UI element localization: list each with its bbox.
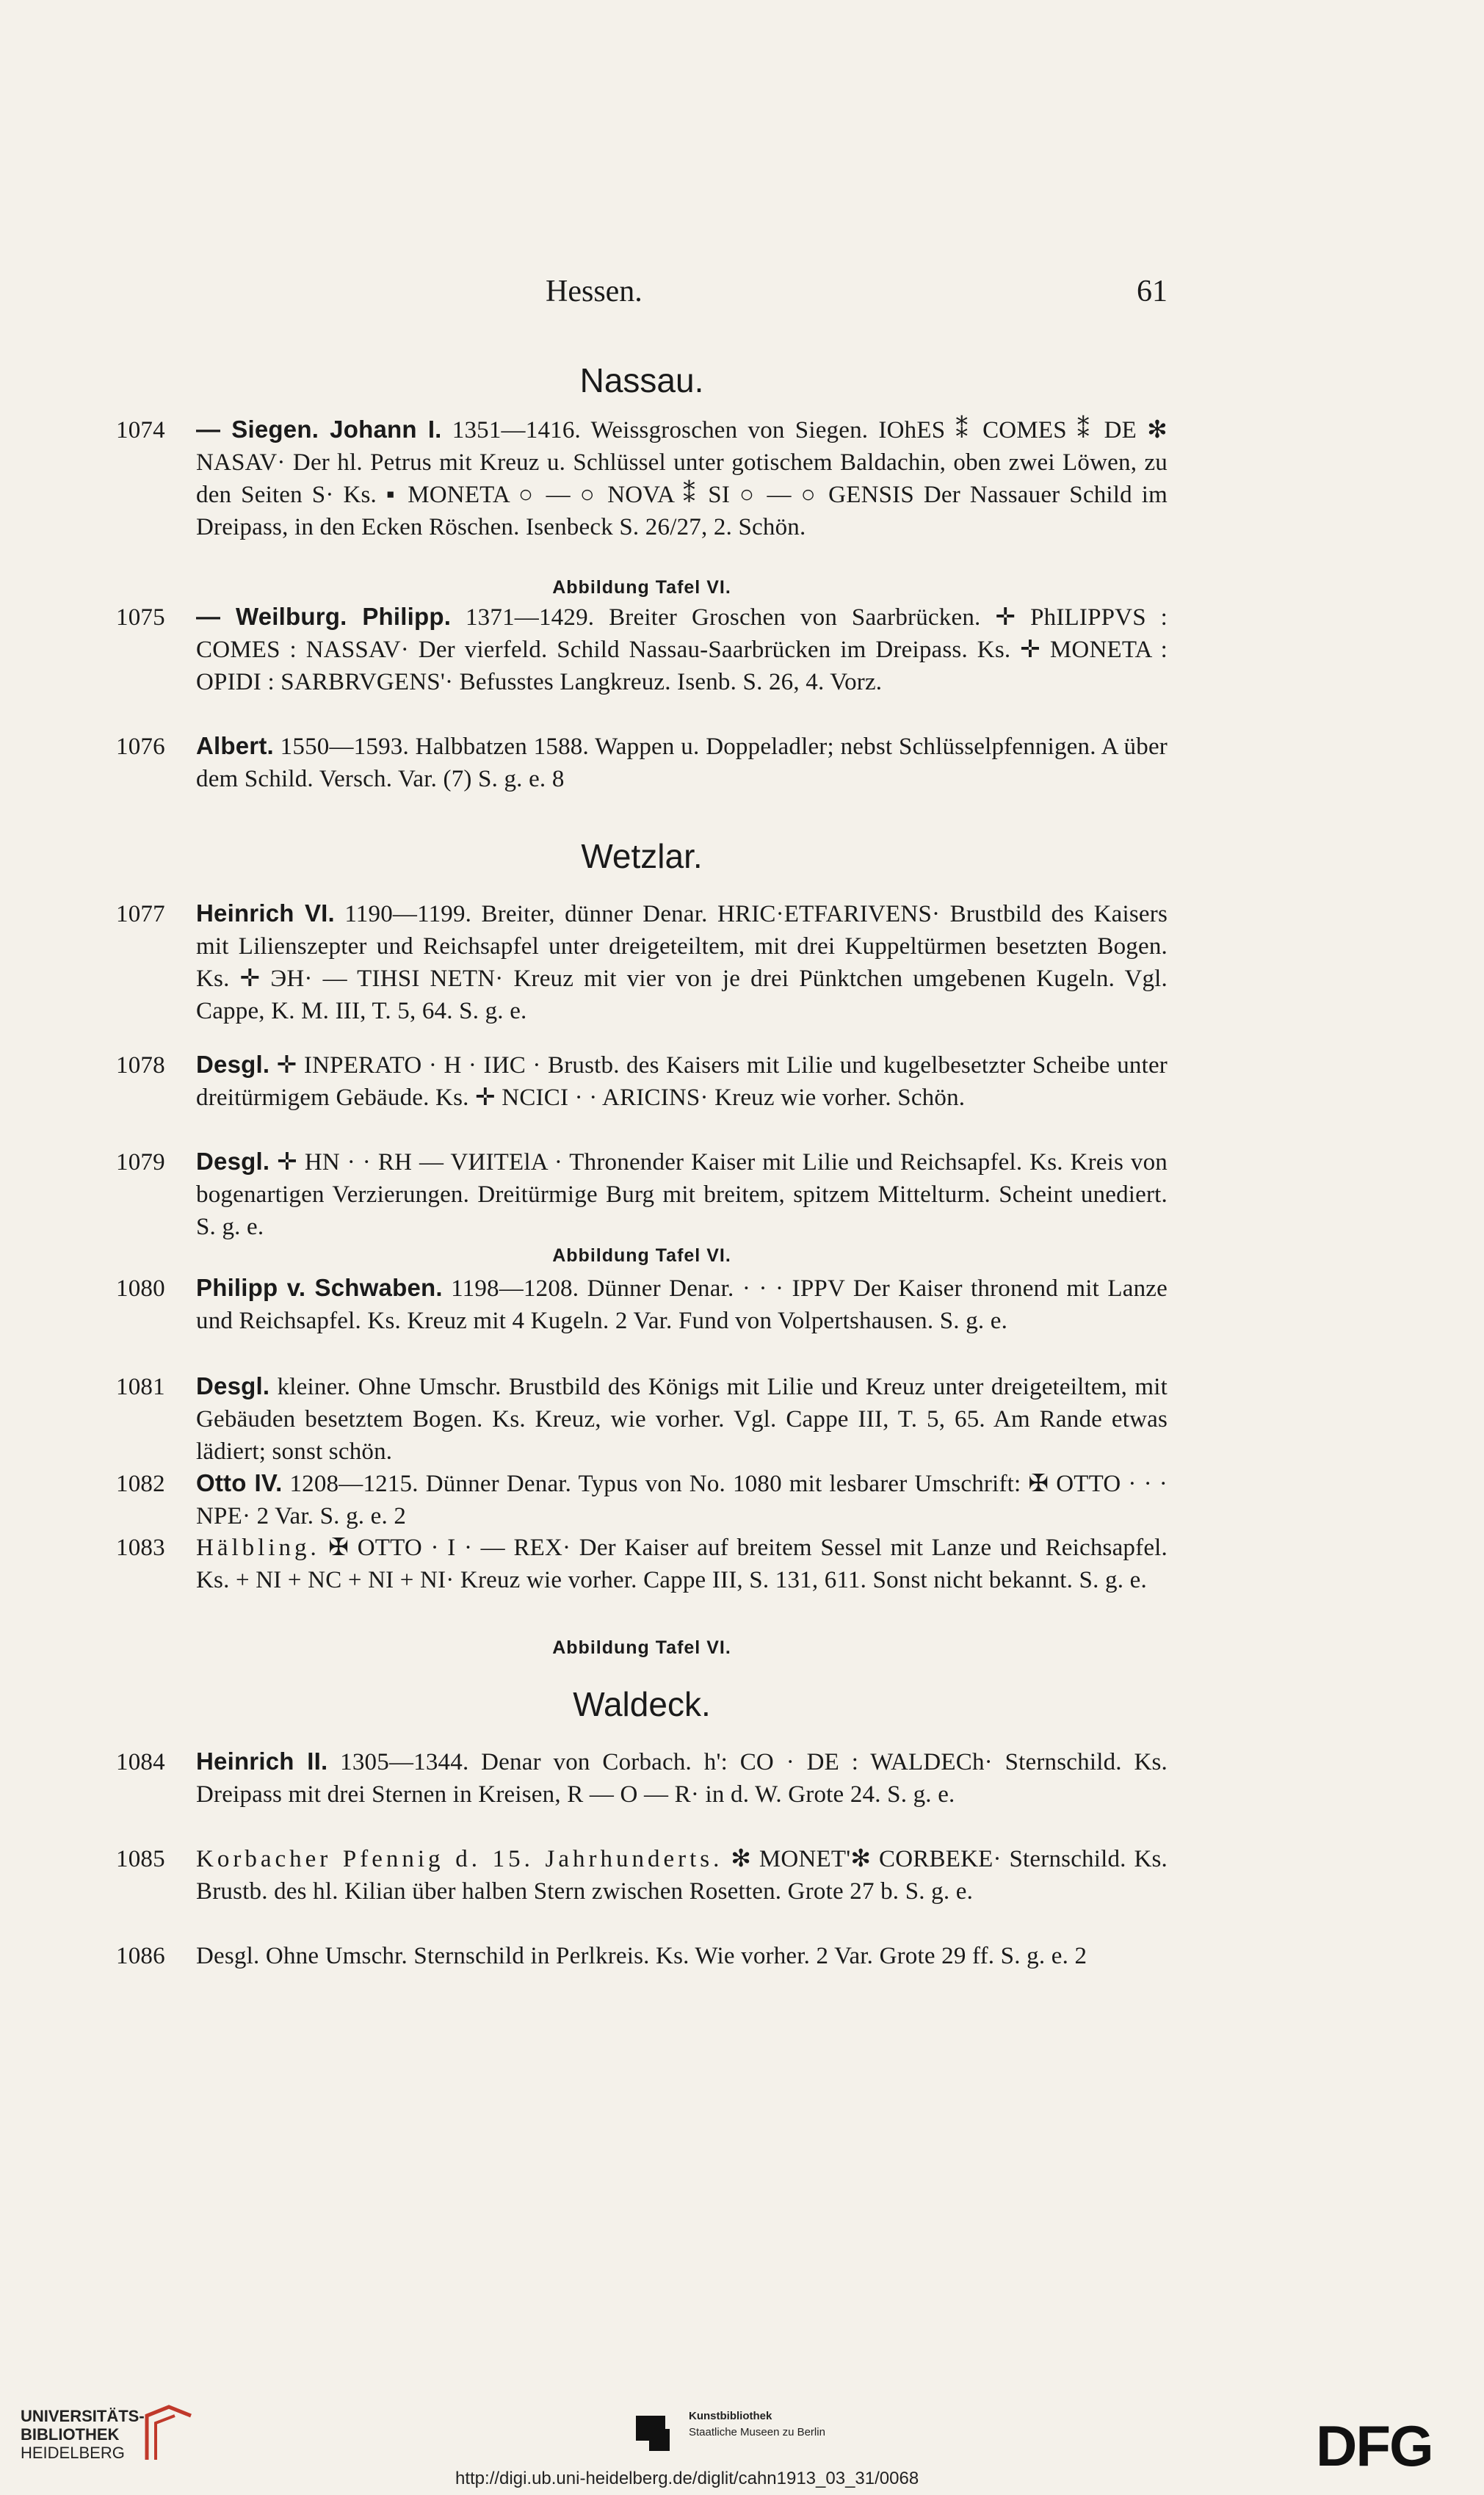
entry-text: ✛ HN · · RH — VИITElA · Thronender Kaiser mit Lilie und Reichsapfel. Ks. Kreis von bogenartigen Verzierungen. Dreitürmige Burg mit breitem, spitzem Mittelturm. Scheint unediert. S. g. e. — [196, 1149, 1168, 1240]
entry-number: 1086 — [116, 1943, 165, 1969]
ub-emblem-icon — [140, 2401, 198, 2467]
entry-number: 1083 — [116, 1535, 165, 1561]
catalog-entry — [116, 730, 1168, 795]
catalog-entry — [116, 1843, 1168, 1908]
entry-text: 1198—1208. Dünner Denar. · · · IPPV Der Kaiser thronend mit Lanze und Reichsapfel. Ks. Kreuz mit 4 Kugeln. 2 Var. Fund von Volpertshausen. S. g. e. — [196, 1275, 1168, 1334]
entry-text: 1351—1416. Weissgroschen von Siegen. IOhES ⁑ COMES ⁑ DE ✻ NASAV· Der hl. Petrus mit Kreuz u. Schlüssel unter gotischem Baldachin, oben zwei Löwen, zu den Seiten S· Ks. ▪ MONETA ○ — ○ NOVA ⁑ SI ○ — ○ GENSIS Der Nassauer Schild im Dreipass, in den Ecken Röschen. Isenbeck S. 26/27, 2. Schön. — [196, 417, 1168, 540]
catalog-entry — [116, 1370, 1168, 1468]
entry-lead: Hälbling. — [196, 1535, 320, 1561]
entry-lead: Korbacher Pfennig d. 15. Jahrhunderts. — [196, 1846, 723, 1872]
catalog-entry — [116, 897, 1168, 1027]
entry-text: 1305—1344. Denar von Corbach. h': CO · DE : WALDECh· Sternschild. Ks. Dreipass mit drei Sternen in Kreisen, R — O — R· in d. W. Grote 24. S. g. e. — [196, 1749, 1168, 1808]
digitization-footer — [0, 2379, 1484, 2495]
entry-number: 1080 — [116, 1275, 165, 1302]
section-title-waldeck: Waldeck. — [573, 1685, 711, 1723]
entry-text: 1550—1593. Halbbatzen 1588. Wappen u. Doppeladler; nebst Schlüsselpfennigen. A über dem Schild. Versch. Var. (7) S. g. e. 8 — [196, 734, 1168, 792]
entry-lead: Albert. — [196, 732, 274, 759]
entry-lead: Desgl. — [196, 1148, 270, 1175]
kb-line1: Kunstbibliothek — [689, 2410, 772, 2422]
catalog-entry — [116, 1467, 1168, 1532]
plate-reference: Abbildung Tafel VI. — [552, 577, 731, 598]
entry-number: 1078 — [116, 1052, 165, 1079]
entry-text: Ohne Umschr. Sternschild in Perlkreis. Ks. Wie vorher. 2 Var. Grote 29 ff. S. g. e. 2 — [265, 1943, 1087, 1969]
permalink-url[interactable]: http://digi.ub.uni-heidelberg.de/diglit/cahn1913_03_31/0068 — [455, 2469, 919, 2488]
plate-reference: Abbildung Tafel VI. — [552, 1245, 731, 1266]
entry-lead: Otto IV. — [196, 1469, 283, 1496]
entry-number: 1074 — [116, 417, 165, 443]
entry-number: 1081 — [116, 1374, 165, 1400]
entry-lead: — Siegen. Johann I. — [196, 416, 442, 443]
catalog-entry — [116, 601, 1168, 698]
entry-text: kleiner. Ohne Umschr. Brustbild des Königs mit Lilie und Kreuz unter dreigeteiltem, mit Gebäuden besetztem Bogen. Ks. Kreuz, wie vorher. Vgl. Cappe III, T. 5, 65. Am Rande etwas lädiert; sonst schön. — [196, 1374, 1168, 1465]
running-header — [116, 275, 1168, 312]
entry-text: 1371—1429. Breiter Groschen von Saarbrücken. ✛ PhILIPPVS : COMES : NASSAV· Der vierfeld. Schild Nassau-Saarbrücken im Dreipass. Ks. ✛ MONETA : OPIDI : SARBRVGENS'· Befusstes Langkreuz. Isenb. S. 26, 4. Vorz. — [196, 604, 1168, 695]
entry-lead: Heinrich II. — [196, 1748, 328, 1775]
ub-line2: BIBLIOTHEK — [21, 2425, 120, 2444]
entry-lead: — Weilburg. Philipp. — [196, 603, 452, 630]
catalog-entry — [116, 1049, 1168, 1114]
ub-line1: UNIVERSITÄTS- — [21, 2407, 145, 2425]
entry-text: 1190—1199. Breiter, dünner Denar. HRIC·ETFARIVENS· Brustbild des Kaisers mit Lilienszepter und Reichsapfel unter dreigeteiltem, mit drei Kuppeltürmen besetzten Bogen. Ks. ✛ ЭH· — TIHSI NETN· Kreuz mit vier von je drei Pünktchen umgebenen Kugeln. Vgl. Cappe, K. M. III, T. 5, 64. S. g. e. — [196, 901, 1168, 1024]
ub-line3: HEIDELBERG — [21, 2444, 125, 2462]
entry-text: ✛ INPERATO · H · IИC · Brustb. des Kaisers mit Lilie und kugelbesetzter Scheibe unter dreitürmigem Gebäude. Ks. ✛ NCICI · · ARICINS· Kreuz wie vorher. Schön. — [196, 1052, 1168, 1111]
kb-line2: Staatliche Museen zu Berlin — [689, 2426, 825, 2438]
kunstbibliothek-logo-icon — [633, 2410, 678, 2455]
entry-text: 1208—1215. Dünner Denar. Typus von No. 1080 mit lesbarer Umschrift: ✠ OTTO · · · NPE· 2 Var. S. g. e. 2 — [196, 1471, 1168, 1529]
catalog-entry — [116, 1272, 1168, 1337]
catalog-entry — [116, 1532, 1168, 1596]
catalog-entry — [116, 413, 1168, 543]
entry-number: 1079 — [116, 1149, 165, 1176]
kunstbibliothek-label — [689, 2408, 880, 2441]
entry-number: 1077 — [116, 901, 165, 927]
entry-number: 1076 — [116, 734, 165, 760]
section-title-wetzlar: Wetzlar. — [581, 837, 703, 875]
entry-lead: Philipp v. Schwaben. — [196, 1274, 443, 1301]
entry-lead: Desgl. — [196, 1372, 270, 1399]
entry-number: 1085 — [116, 1846, 165, 1872]
page-number: 61 — [1137, 275, 1168, 308]
header-title: Hessen. — [546, 275, 643, 308]
dfg-logo: DFG — [1316, 2413, 1433, 2478]
catalog-entry — [116, 1145, 1168, 1243]
entry-lead: Desgl. — [196, 1943, 260, 1969]
entry-number: 1084 — [116, 1749, 165, 1775]
entry-text: ✠ OTTO · I · — REX· Der Kaiser auf breitem Sessel mit Lanze und Reichsapfel. Ks. + NI + NC + NI + NI· Kreuz wie vorher. Cappe III, S. 131, 611. Sonst nicht bekannt. S. g. e. — [196, 1535, 1168, 1593]
entry-number: 1075 — [116, 604, 165, 631]
catalog-entry — [116, 1745, 1168, 1811]
entry-lead: Desgl. — [196, 1051, 270, 1078]
entry-text: ✻ MONET'✻ CORBEKE· Sternschild. Ks. Brustb. des hl. Kilian über halben Stern zwischen Rosetten. Grote 27 b. S. g. e. — [196, 1846, 1168, 1905]
catalog-entry — [116, 1940, 1168, 1972]
entry-number: 1082 — [116, 1471, 165, 1497]
plate-reference: Abbildung Tafel VI. — [552, 1637, 731, 1658]
entry-lead: Heinrich VI. — [196, 899, 335, 927]
section-title-nassau: Nassau. — [579, 361, 704, 399]
